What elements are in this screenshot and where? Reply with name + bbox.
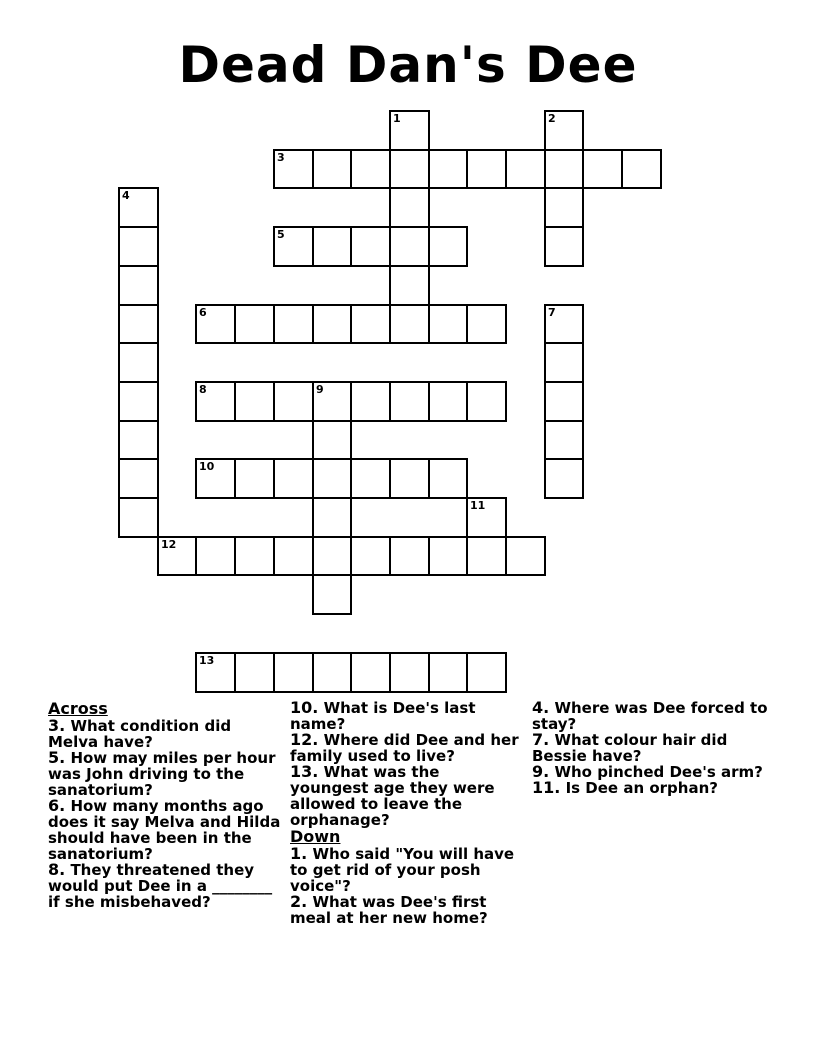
grid-cell[interactable] — [428, 149, 468, 189]
clue-num: 3. — [48, 716, 66, 735]
grid-cell[interactable] — [273, 458, 314, 499]
clue-num: 11. — [532, 778, 561, 797]
grid-cell[interactable] — [234, 304, 275, 344]
clue-num: 2. — [290, 892, 308, 911]
clue-num: 5. — [48, 748, 66, 767]
grid-cell[interactable] — [195, 304, 236, 344]
grid-cell[interactable] — [312, 149, 352, 189]
clue-number: 6 — [199, 306, 207, 319]
clue-number: 1 — [393, 112, 401, 125]
grid-cell[interactable] — [312, 652, 352, 693]
clue-text: Is Dee an orphan? — [560, 779, 718, 797]
across-clue — [290, 732, 520, 764]
grid-cell[interactable] — [466, 652, 507, 693]
clue-number: 12 — [161, 538, 177, 551]
grid-cell[interactable] — [544, 149, 584, 189]
grid-cell[interactable] — [273, 149, 314, 189]
grid-cell[interactable] — [234, 381, 275, 422]
grid-cell[interactable] — [428, 304, 468, 344]
clue-num: 9. — [532, 762, 550, 781]
clue-num: 8. — [48, 860, 66, 879]
grid-cell[interactable] — [195, 536, 236, 576]
grid-cell[interactable] — [350, 458, 391, 499]
clue-num: 13. — [290, 762, 319, 781]
grid-cell[interactable] — [544, 420, 584, 460]
down-clue — [290, 846, 520, 894]
down-heading: Down — [290, 827, 341, 846]
grid-cell[interactable] — [544, 226, 584, 267]
down-clue — [532, 732, 772, 764]
grid-cell[interactable] — [544, 458, 584, 499]
grid-cell[interactable] — [312, 420, 352, 460]
clue-text: How may miles per hour was John driving to the sanatorium? — [48, 749, 276, 799]
grid-cell[interactable] — [195, 652, 236, 693]
grid-cell[interactable] — [195, 458, 236, 499]
down-clues — [290, 846, 520, 926]
grid-cell[interactable] — [273, 304, 314, 344]
grid-cell[interactable] — [273, 652, 314, 693]
grid-cell[interactable] — [466, 497, 507, 538]
clues-column-1 — [48, 700, 283, 910]
clue-number: 4 — [122, 189, 130, 202]
grid-cell[interactable] — [157, 536, 197, 576]
clue-num: 7. — [532, 730, 550, 749]
clue-text: What is Dee's last name? — [290, 699, 476, 733]
grid-cell[interactable] — [428, 226, 468, 267]
grid-cell[interactable] — [466, 149, 507, 189]
down-clues-cont — [532, 700, 772, 796]
grid-cell[interactable] — [312, 536, 352, 576]
clue-number: 11 — [470, 499, 486, 512]
grid-cell[interactable] — [273, 381, 314, 422]
grid-cell[interactable] — [544, 342, 584, 383]
grid-cell[interactable] — [118, 342, 159, 383]
clue-text: What colour hair did Bessie have? — [532, 731, 728, 765]
grid-cell[interactable] — [118, 497, 159, 538]
clue-num: 10. — [290, 698, 319, 717]
grid-cell[interactable] — [234, 536, 275, 576]
clue-number: 5 — [277, 228, 285, 241]
grid-cell[interactable] — [350, 304, 391, 344]
grid-cell[interactable] — [466, 536, 507, 576]
across-clues — [48, 718, 283, 910]
grid-cell[interactable] — [350, 536, 391, 576]
across-clues-cont — [290, 700, 520, 828]
grid-cell[interactable] — [118, 304, 159, 344]
clue-number: 10 — [199, 460, 215, 473]
grid-cell[interactable] — [389, 265, 430, 306]
grid-cell[interactable] — [195, 381, 236, 422]
grid-cell[interactable] — [273, 536, 314, 576]
grid-cell[interactable] — [621, 149, 662, 189]
clue-num: 4. — [532, 698, 550, 717]
grid-cell[interactable] — [505, 149, 546, 189]
clue-text: Where was Dee forced to stay? — [532, 699, 768, 733]
grid-cell[interactable] — [389, 652, 430, 693]
clue-num: 1. — [290, 844, 308, 863]
grid-cell[interactable] — [389, 110, 430, 151]
grid-cell[interactable] — [466, 381, 507, 422]
grid-cell[interactable] — [466, 304, 507, 344]
grid-cell[interactable] — [312, 458, 352, 499]
grid-cell[interactable] — [118, 381, 159, 422]
clue-number: 3 — [277, 151, 285, 164]
grid-cell[interactable] — [273, 226, 314, 267]
across-clue — [48, 750, 283, 798]
grid-cell[interactable] — [389, 458, 430, 499]
clue-text: How many months ago does it say Melva and Hilda should have been in the sanatorium? — [48, 797, 281, 863]
grid-cell[interactable] — [389, 536, 430, 576]
grid-cell[interactable] — [312, 381, 352, 422]
clue-text: What condition did Melva have? — [48, 717, 232, 751]
grid-cell[interactable] — [118, 226, 159, 267]
grid-cell[interactable] — [544, 381, 584, 422]
grid-cell[interactable] — [389, 304, 430, 344]
grid-cell[interactable] — [428, 381, 468, 422]
across-clue — [48, 862, 283, 910]
across-heading: Across — [48, 699, 108, 718]
grid-cell[interactable] — [312, 497, 352, 538]
clue-number: 13 — [199, 654, 215, 667]
across-clue — [290, 700, 520, 732]
grid-cell[interactable] — [389, 187, 430, 228]
down-clue — [532, 764, 772, 780]
down-clue — [532, 780, 772, 796]
grid-cell[interactable] — [389, 149, 430, 189]
clue-text: What was Dee's first meal at her new home? — [290, 893, 488, 927]
across-clue — [48, 798, 283, 862]
grid-cell[interactable] — [428, 652, 468, 693]
clue-text: Who pinched Dee's arm? — [549, 763, 763, 781]
grid-cell[interactable] — [428, 536, 468, 576]
grid-cell[interactable] — [118, 265, 159, 306]
grid-cell[interactable] — [118, 458, 159, 499]
clues-column-2 — [290, 700, 520, 926]
grid-cell[interactable] — [312, 574, 352, 615]
grid-cell[interactable] — [544, 304, 584, 344]
grid-cell[interactable] — [582, 149, 623, 189]
clue-number: 2 — [548, 112, 556, 125]
across-clue — [290, 764, 520, 828]
across-clue — [48, 718, 283, 750]
grid-cell[interactable] — [544, 110, 584, 151]
clue-text: They threatened they would put Dee in a ________ if she misbehaved? — [48, 861, 273, 911]
grid-cell[interactable] — [389, 226, 430, 267]
grid-cell[interactable] — [544, 187, 584, 228]
grid-cell[interactable] — [350, 381, 391, 422]
clue-text: What was the youngest age they were allowed to leave the orphanage? — [290, 763, 495, 829]
clue-number: 7 — [548, 306, 556, 319]
grid-cell[interactable] — [505, 536, 546, 576]
puzzle-title: Dead Dan's Dee — [178, 36, 638, 94]
clue-num: 12. — [290, 730, 319, 749]
grid-cell[interactable] — [234, 458, 275, 499]
down-clue — [532, 700, 772, 732]
grid-cell[interactable] — [350, 149, 391, 189]
grid-cell[interactable] — [118, 187, 159, 228]
grid-cell[interactable] — [350, 652, 391, 693]
grid-cell[interactable] — [118, 420, 159, 460]
grid-cell[interactable] — [428, 458, 468, 499]
clue-text: Who said "You will have to get rid of your posh voice"? — [290, 845, 515, 895]
grid-cell[interactable] — [350, 226, 391, 267]
grid-cell[interactable] — [389, 381, 430, 422]
grid-cell[interactable] — [234, 652, 275, 693]
clue-text: Where did Dee and her family used to live? — [290, 731, 519, 765]
clue-num: 6. — [48, 796, 66, 815]
grid-cell[interactable] — [312, 304, 352, 344]
clue-number: 8 — [199, 383, 207, 396]
down-clue — [290, 894, 520, 926]
clue-number: 9 — [316, 383, 324, 396]
grid-cell[interactable] — [312, 226, 352, 267]
clues-column-3 — [532, 700, 772, 796]
